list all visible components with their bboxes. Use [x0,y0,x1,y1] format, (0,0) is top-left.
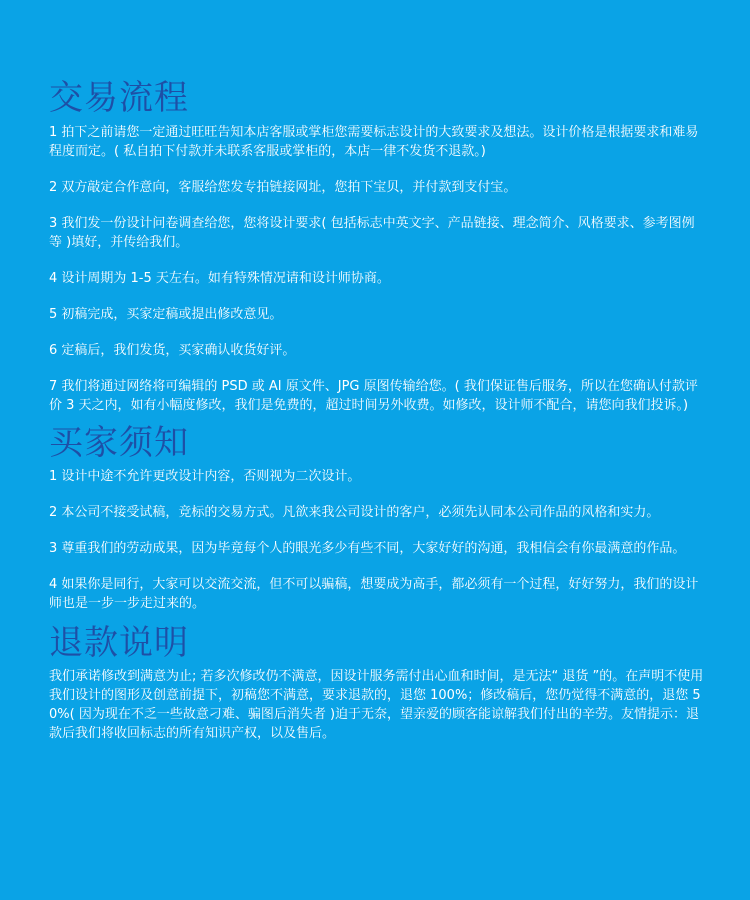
transaction-process-section [49,78,704,415]
process-step-5: 5 初稿完成，买家定稿或提出修改意见。 [49,307,283,322]
process-step-2: 2 双方敲定合作意向，客服给您发专拍链接网址，您拍下宝贝，并付款到支付宝。 [49,180,517,195]
process-step-7: 7 我们将通过网络将可编辑的 PSD 或 AI 原文件、JPG 原图传输给您。( 我们保证售后服务，所以在您确认付款评价 3 天之内，如有小幅度修改，我们是免费的，超过时间另外收费。如修改，设计师不配合，请您向我们投诉。) [49,379,698,413]
buyer-notice-item-1: 1 设计中途不允许更改设计内容，否则视为二次设计。 [49,469,361,484]
section-title-refund: 退款说明 [49,623,189,663]
buyer-notice-item-2: 2 本公司不接受试稿，竞标的交易方式。凡欲来我公司设计的客户，必须先认同本公司作品的风格和实力。 [49,505,660,520]
process-step-6: 6 定稿后，我们发货，买家确认收货好评。 [49,343,296,358]
buyer-notice-item-3: 3 尊重我们的劳动成果，因为毕竟每个人的眼光多少有些不同，大家好好的沟通，我相信会有你最满意的作品。 [49,541,686,556]
section-title-buyer-notice: 买家须知 [49,423,189,463]
process-step-4: 4 设计周期为 1-5 天左右。如有特殊情况请和设计师协商。 [49,271,390,286]
buyer-notice-item-4: 4 如果你是同行，大家可以交流交流，但不可以骗稿，想要成为高手，都必须有一个过程，好好努力，我们的设计师也是一步一步走过来的。 [49,577,699,611]
refund-description: 我们承诺修改到满意为止; 若多次修改仍不满意，因设计服务需付出心血和时间，是无法“ 退货 ”的。在声明不使用我们设计的图形及创意前提下，初稿您不满意，要求退款的，退您 100%；修改稿后，您仍觉得不满意的，退您 50%( 因为现在不乏一些故意刁难、骗图后消失者 )迫于无奈，望亲爱的顾客能谅解我们付出的辛劳。友情提示：退款后我们将收回标志的所有知识产权，以及售后。 [49,669,704,741]
buyer-notice-section [49,423,704,613]
section-title-transaction-process: 交易流程 [49,78,189,118]
process-step-3: 3 我们发一份设计问卷调查给您，您将设计要求( 包括标志中英文字、产品链接、理念简介、风格要求、参考图例等 )填好，并传给我们。 [49,216,695,250]
process-step-1: 1 拍下之前请您一定通过旺旺告知本店客服或掌柜您需要标志设计的大致要求及想法。设计价格是根据要求和难易程度而定。( 私自拍下付款并未联系客服或掌柜的，本店一律不发货不退款。) [49,125,699,159]
refund-section [49,623,704,743]
